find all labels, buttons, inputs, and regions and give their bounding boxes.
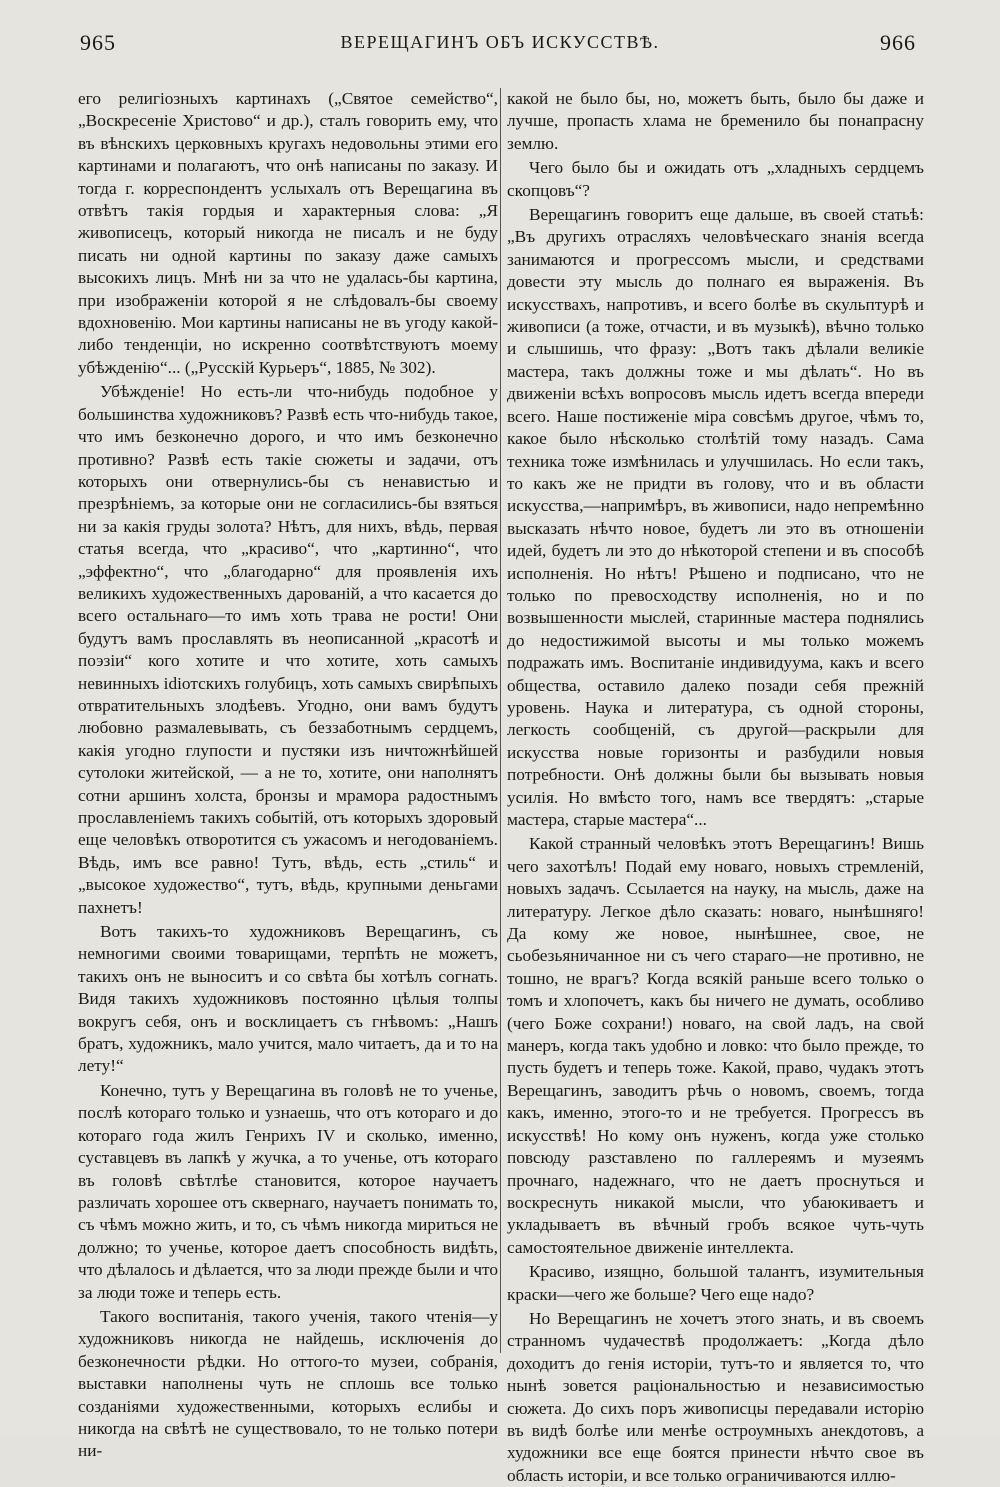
paragraph: Такого воспитанія, такого ученія, такого чтенія—у художниковъ никогда не найдешь, исключенія до безконечности рѣдки. Но оттого-то музеи, собранія, выставки наполнены чуть не сплошь все только созданіями художественными, которыхъ еслибы и никогда на свѣтѣ не существовало, то не только потери ни- xyxy=(78,1306,498,1461)
paragraph: Конечно, тутъ у Верещагина въ головѣ не то ученье, послѣ котораго только и узнаешь, что отъ котораго и до котораго года жилъ Генрихъ IV и сколько, именно, суставцевъ въ лапкѣ у жучка, а то ученье, отъ котораго въ головѣ свѣтлѣе становится, которое научаетъ различать хорошее отъ сквернаго, научаетъ понимать то, съ чѣмъ можно жить, и то, съ чѣмъ никогда мириться не должно; то ученье, которое даетъ способность видѣть, что дѣлалось и дѣлается, что за люди прежде были и что за люди тоже и теперь есть. xyxy=(78,1080,498,1302)
left-column xyxy=(78,88,498,1463)
paragraph: Какой странный человѣкъ этотъ Верещагинъ! Вишь чего захотѣлъ! Подай ему новаго, новыхъ стремленій, новыхъ задачъ. Ссылается на науку, на мысль, даже на литературу. Легкое дѣло сказать: новаго, нынѣшняго! Да кому же новое, нынѣшнее, свое, не сьобезьяничанное ни съ чего стараго—не противно, не тошно, не врагъ? Когда всякій раньше всего только о томъ и хлопочетъ, какъ бы ничего не думать, особливо (чего Боже сохрани!) новаго, на свой ладъ, на свой манеръ, когда такъ удобно и ловко: что было прежде, то пусть будетъ и теперь тоже. Какой, право, чудакъ этотъ Верещагинъ, заводитъ рѣчь о новомъ, своемъ, тогда какъ, именно, этого-то и не требуется. Прогрессъ въ искусствѣ! Но кому онъ нуженъ, когда уже столько повсюду разставлено по галлереямъ и музеямъ прочнаго, надежнаго, что не даетъ проснуться и воскреснуть никакой мысли, что убаюкиваетъ и укладываетъ въ вѣчный гробъ всякое чуть-чуть самостоятельное движеніе интеллекта. xyxy=(507,834,924,1257)
right-column xyxy=(507,88,924,1487)
paragraph: какой не было бы, но, можетъ быть, было бы даже и лучше, пропасть хлама не бременило бы понапрасну землю. xyxy=(507,89,924,153)
column-divider xyxy=(500,88,501,1353)
paragraph: его религіозныхъ картинахъ („Святое семейство“, „Воскресеніе Христово“ и др.), сталъ говорить ему, что въ вѣнскихъ церковныхъ кругахъ недовольны этими его картинами и полагаютъ, что онѣ написаны по заказу. И тогда г. корреспондентъ услыхалъ отъ Верещагина въ отвѣтъ такія гордыя и характерныя слова: „Я живописецъ, который никогда не писалъ и не буду писать ни одной картины по заказу даже самыхъ высокихъ лицъ. Мнѣ ни за что не удалась-бы картина, при изображеніи которой я не слѣдовалъ-бы своему вдохновенію. Мои картины написаны не въ угоду какой-либо тенденціи, но искренно соотвѣтствуютъ моему убѣжденію“... („Русскій Курьеръ“, 1885, № 302). xyxy=(78,89,498,377)
paragraph: Убѣжденіе! Но есть-ли что-нибудь подобное у большинства художниковъ? Развѣ есть что-нибудь такое, что имъ безконечно дорого, и что имъ безконечно противно? Развѣ есть такіе сюжеты и задачи, отъ которыхъ они отвернулись-бы съ ненавистью и презрѣніемъ, за которые они не согласились-бы взяться ни за какія груды золота? Нѣтъ, для нихъ, вѣдь, первая статья всегда, что „красиво“, что „картинно“, что „эффектно“, что „благодарно“ для проявленія ихъ великихъ художественныхъ дарованій, а что касается до всего остальнаго—то имъ хоть трава не рости! Они будутъ вамъ прославлять въ неописанной „красотѣ и поэзіи“ кого хотите и что хотите, хоть самыхъ невинныхъ idіотскихъ голубицъ, хоть самыхъ свирѣпыхъ отвратительныхъ злодѣевъ. Угодно, они вамъ будутъ любовно размалевывать, съ беззаботнымъ сердцемъ, какія угодно глупости и пустяки изъ ничтожнѣйшей сутолоки житейской, — а не то, хотите, они наполнятъ сотни аршинъ холста, бронзы и мрамора радостнымъ прославленіемъ такихъ событій, отъ которыхъ здоровый еще человѣкъ отворотится съ ужасомъ и негодованіемъ. Вѣдь, имъ все равно! Тутъ, вѣдь, есть „стиль“ и „высокое художество“, тутъ, вѣдь, крупными деньгами пахнетъ! xyxy=(78,382,498,917)
running-title: ВЕРЕЩАГИНЪ ОБЪ ИСКУССТВѢ. xyxy=(340,32,660,52)
left-page-number: 965 xyxy=(80,30,116,55)
page-header xyxy=(72,30,928,64)
paragraph: Верещагинъ говоритъ еще дальше, въ своей статьѣ: „Въ другихъ отрасляхъ человѣческаго знанія всегда занимаются и прогрессомъ мысли, и средствами довести эту мысль до полнаго ея выраженія. Въ искусствахъ, напротивъ, и всего болѣе въ скульптурѣ и живописи (а тоже, отчасти, и въ музыкѣ), вѣчно только и слышишь, что фразу: „Вотъ такъ дѣлали великіе мастера, такъ должны тоже и мы дѣлать“. Но въ движеніи всѣхъ вопросовъ мысль идетъ всегда впереди всего. Наше постиженіе міра совсѣмъ другое, чѣмъ то, какое было нѣсколько столѣтій тому назадъ. Сама техника тоже измѣнилась и улучшилась. Но если такъ, то какъ же не придти въ голову, что и въ области искусства,—напримѣръ, въ живописи, надо непремѣнно высказать нѣчто новое, будетъ ли это въ отношеніи идей, будетъ ли это до нѣкоторой степени и въ способѣ исполненія. Но нѣтъ! Рѣшено и подписано, что не только по превосходству исполненія, но и по возвышенности мыслей, старинные мастера поднялись до недостижимой высоты и мы только можемъ подражать имъ. Воспитаніе индивидуума, какъ и всего общества, оставило далеко позади себя прежній уровень. Наука и литература, съ одной стороны, легкость сообщеній, съ другой—раскрыли для искусства новые горизонты и разбудили новыя потребности. Онѣ должны были бы вызывать новыя усилія. Но вмѣсто того, намъ все твердятъ: „старые мастера, старые мастера“... xyxy=(507,205,924,829)
paragraph: Чего было бы и ожидать отъ „хладныхъ сердцемъ скопцовъ“? xyxy=(507,158,924,200)
paragraph: Красиво, изящно, большой талантъ, изумительныя краски—чего же больше? Чего еще надо? xyxy=(507,1262,924,1304)
paragraph: Но Верещагинъ не хочетъ этого знать, и въ своемъ странномъ чудачествѣ продолжаетъ: „Когда дѣло доходитъ до генія исторіи, тутъ-то и является то, что нынѣ зовется раціональностью и независимостью сюжета. До сихъ поръ живописцы передавали исторію въ видѣ болѣе или менѣе остроумныхъ анекдотовъ, а художники все еще боятся принести нѣчто свое въ область исторіи, и все только ограничиваются иллю- xyxy=(507,1308,924,1485)
paragraph: Вотъ такихъ-то художниковъ Верещагинъ, съ немногими своими товарищами, терпѣть не можетъ, такихъ онъ не выноситъ и со свѣта бы хотѣлъ согнать. Видя такихъ художниковъ постоянно цѣлыя толпы вокругъ себя, онъ и восклицаетъ съ гнѣвомъ: „Нашъ братъ, художникъ, мало учится, мало читаетъ, да и то на лету!“ xyxy=(78,922,498,1076)
right-page-number: 966 xyxy=(880,30,916,55)
